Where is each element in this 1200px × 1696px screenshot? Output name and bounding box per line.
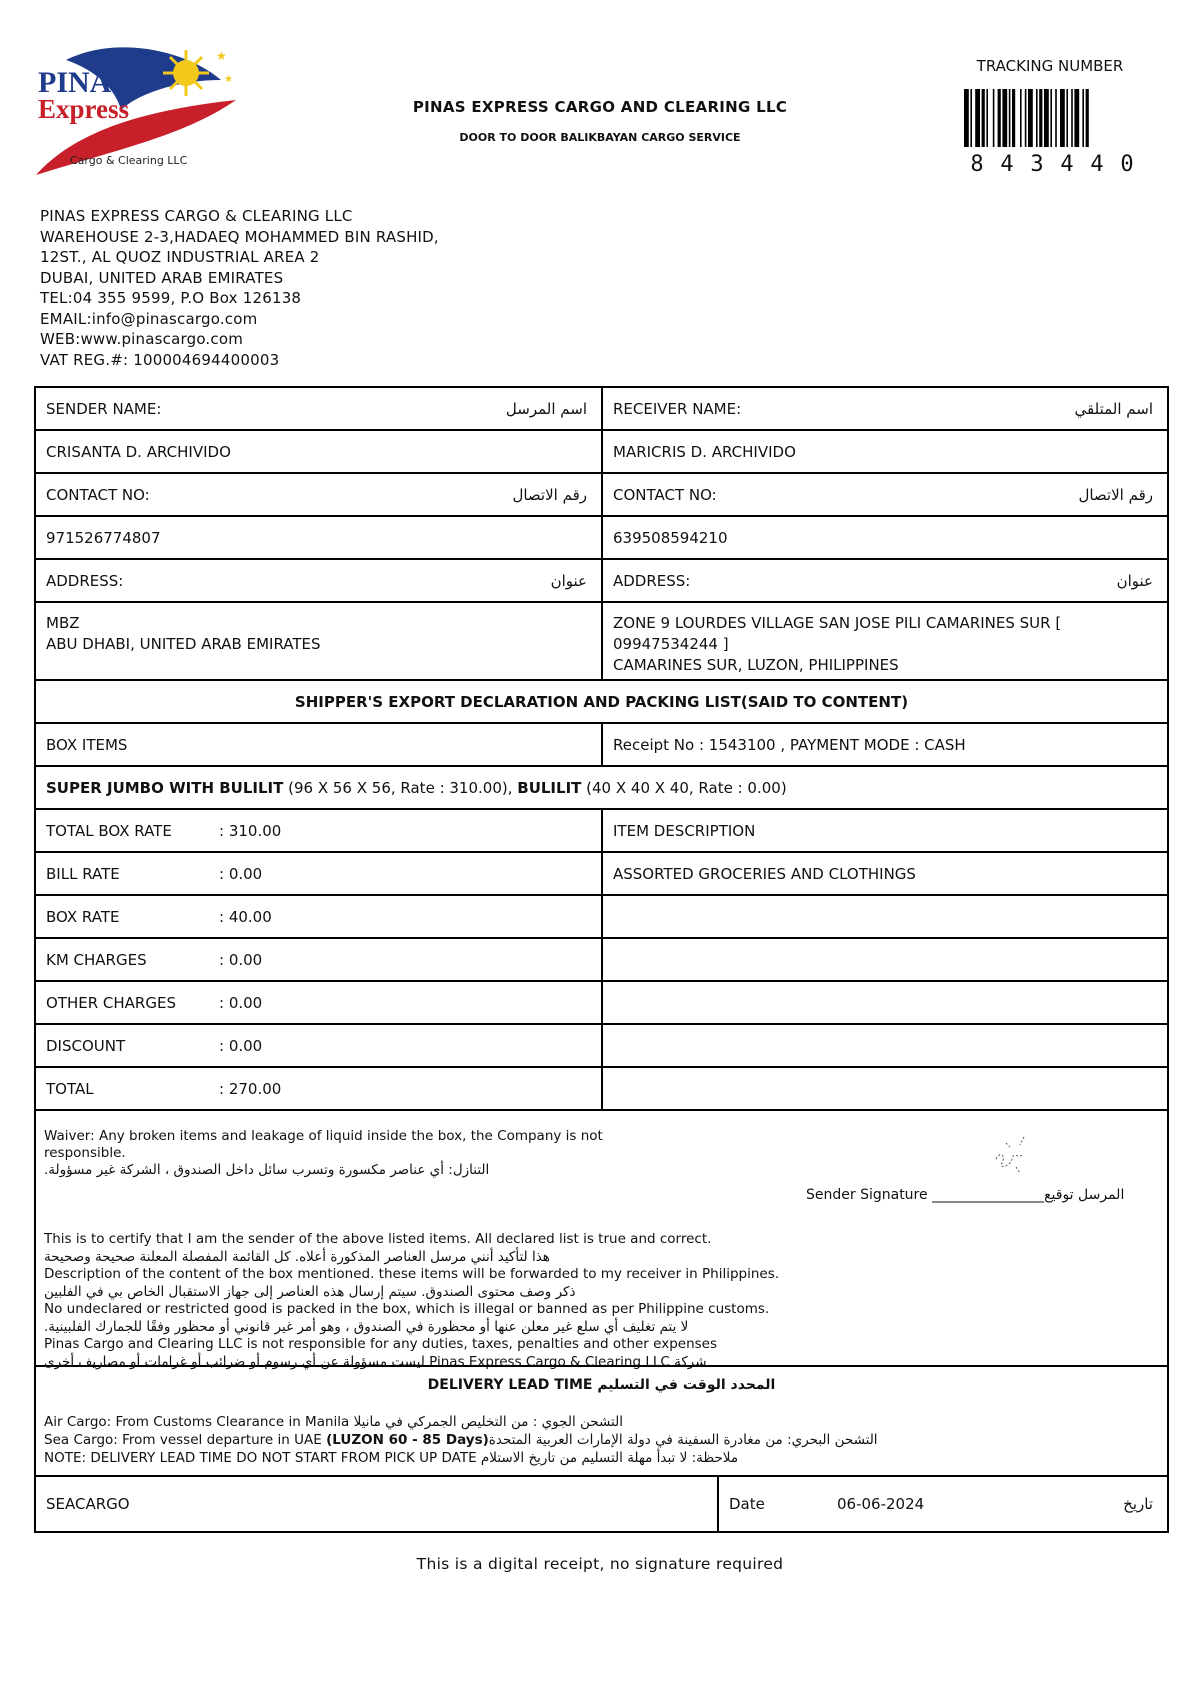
- sea-cargo-prefix: Sea Cargo: From vessel departure in UAE: [44, 1432, 327, 1448]
- charge-label: TOTAL: [46, 1079, 94, 1098]
- sea-cargo-days: (LUZON 60 - 85 Days): [326, 1432, 489, 1448]
- charge-row: [36, 810, 1167, 853]
- charge-value: : 0.00: [219, 993, 263, 1012]
- sender-signature-label: Sender Signature ________________: [806, 1187, 1045, 1203]
- charge-value: : 270.00: [219, 1079, 282, 1098]
- receiver-name-label: RECEIVER NAME:: [613, 399, 742, 418]
- delivery-air-cargo: Air Cargo: From Customs Clearance in Manila التشحن الجوي : من التخليص الجمركي في مانيلا: [44, 1414, 623, 1430]
- receiver-contact-label-ar: رقم الاتصال: [1078, 485, 1153, 504]
- charge-row: [36, 896, 1167, 939]
- certification-line: This is to certify that I am the sender of the above listed items. All declared list is true and correct.: [44, 1231, 712, 1247]
- mode-date-row: [36, 1477, 1167, 1531]
- charge-label: KM CHARGES: [46, 950, 147, 969]
- sender-address-line: ABU DHABI, UNITED ARAB EMIRATES: [46, 635, 321, 653]
- delivery-sea-cargo: [44, 1431, 878, 1449]
- box-items-label: BOX ITEMS: [46, 735, 128, 754]
- delivery-lead-time-section: [36, 1367, 1167, 1477]
- company-address-line: WEB:www.pinascargo.com: [40, 330, 244, 348]
- contact-value-row: [36, 517, 1167, 560]
- box-detail-row: [36, 767, 1167, 810]
- date-cell: [719, 1477, 1167, 1531]
- charge-label: BILL RATE: [46, 864, 120, 883]
- certification-line: Pinas Cargo and Clearing LLC is not responsible for any duties, taxes, penalties and other expenses: [44, 1336, 718, 1352]
- charge-row: [36, 939, 1167, 982]
- company-address-line: 12ST., AL QUOZ INDUSTRIAL AREA 2: [40, 248, 320, 266]
- contact-label-row: [36, 474, 1167, 517]
- tracking-digit: 8: [970, 152, 984, 177]
- certification-line: ذكر وصف محتوى الصندوق. سيتم إرسال هذه العناصر إلى جهاز الاستقبال الخاص بي في الفلبين: [44, 1283, 576, 1300]
- box-items-row: [36, 724, 1167, 767]
- sender-contact: 971526774807: [46, 528, 161, 547]
- charge-row: [36, 1025, 1167, 1068]
- sender-contact-label-ar: رقم الاتصال: [512, 485, 587, 504]
- date-label: Date: [729, 1495, 765, 1513]
- sender-signature: [806, 1187, 1124, 1203]
- receiver-address-label-ar: عنوان: [1116, 571, 1153, 590]
- charge-label: TOTAL BOX RATE: [46, 821, 172, 840]
- certification-line: هذا لتأكيد أنني مرسل العناصر المذكورة أعلاه. كل القائمة المفصلة المعلنة صحيحة وصحيحة: [44, 1248, 550, 1265]
- name-label-row: [36, 388, 1167, 431]
- receiver-contact-label: CONTACT NO:: [613, 485, 717, 504]
- charge-row: [36, 1068, 1167, 1111]
- receiver-address: [603, 603, 1167, 679]
- charge-value: : 40.00: [219, 907, 272, 926]
- sender-address-line: MBZ: [46, 614, 80, 632]
- charge-value: : 0.00: [219, 864, 263, 883]
- shipping-mode: SEACARGO: [46, 1495, 130, 1513]
- charge-row: [36, 853, 1167, 896]
- address-label-row: [36, 560, 1167, 603]
- declaration-row: [36, 681, 1167, 724]
- tracking-digit: 0: [1120, 152, 1134, 177]
- company-address-line: WAREHOUSE 2-3,HADAEQ MOHAMMED BIN RASHID,: [40, 227, 439, 246]
- shipping-mode-cell: [36, 1477, 719, 1531]
- certification-line: لا يتم تغليف أي سلع غير معلن عنها أو محظورة في الصندوق ، وهو أمر غير قانوني أو محظور وفقًا للجمارك الفلبينية.: [44, 1318, 689, 1335]
- digital-receipt-note: This is a digital receipt, no signature required: [416, 1555, 784, 1573]
- company-title: PINAS EXPRESS CARGO AND CLEARING LLC: [412, 98, 788, 116]
- sender-address: [36, 603, 603, 679]
- item-description: ASSORTED GROCERIES AND CLOTHINGS: [613, 864, 916, 883]
- barcode: [964, 89, 1139, 147]
- svg-text:★: ★: [224, 74, 233, 85]
- box-item-2-name: BULILIT: [517, 778, 582, 797]
- charge-label: DISCOUNT: [46, 1036, 126, 1055]
- box-item-1-name: SUPER JUMBO WITH BULILIT: [46, 778, 284, 797]
- company-address-line: TEL:04 355 9599, P.O Box 126138: [40, 289, 302, 307]
- receipt-form: [34, 386, 1169, 1533]
- delivery-note: NOTE: DELIVERY LEAD TIME DO NOT START FROM PICK UP DATE ملاحظة: لا تبدأ مهلة التسليم من تاريخ الاستلام: [44, 1450, 739, 1466]
- company-address-line: VAT REG.#: 100004694400003: [40, 350, 280, 369]
- certification-line: شركة Pinas Express Cargo & Clearing LLC ليست مسؤولة عن أي رسوم أو ضرائب أو غرامات أو مصاريف أخرى: [44, 1353, 707, 1370]
- logo-tagline: Cargo & Clearing LLC: [70, 154, 188, 167]
- delivery-lead-time-title: DELIVERY LEAD TIME المحدد الوقت في التسليم: [427, 1377, 776, 1393]
- waiver-text-en: Waiver: Any broken items and leakage of liquid inside the box, the Company is not responsible.: [44, 1128, 603, 1161]
- receiver-address-label: ADDRESS:: [613, 571, 691, 590]
- receiver-name-label-ar: اسم المتلقي: [1074, 399, 1153, 418]
- date-value: 06-06-2024: [837, 1495, 925, 1513]
- sender-name-label-ar: اسم المرسل: [505, 399, 587, 418]
- tracking-digit: 4: [1000, 152, 1014, 177]
- sender-contact-label: CONTACT NO:: [46, 485, 150, 504]
- receiver-address-line: CAMARINES SUR, LUZON, PHILIPPINES: [613, 656, 899, 674]
- sender-address-label: ADDRESS:: [46, 571, 124, 590]
- sender-name-label: SENDER NAME:: [46, 399, 162, 418]
- company-subtitle: DOOR TO DOOR BALIKBAYAN CARGO SERVICE: [459, 131, 741, 144]
- waiver-section: [36, 1117, 1167, 1370]
- box-item-1-detail: (96 X 56 X 56, Rate : 310.00),: [283, 778, 518, 797]
- sender-signature-label-ar: المرسل توقيع: [1044, 1187, 1125, 1203]
- svg-text:★: ★: [216, 49, 227, 63]
- declaration-title: SHIPPER'S EXPORT DECLARATION AND PACKING LIST(SAID TO CONTENT): [294, 692, 909, 711]
- company-address: [40, 206, 439, 370]
- company-address-line: PINAS EXPRESS CARGO & CLEARING LLC: [40, 207, 353, 225]
- certification-line: Description of the content of the box mentioned. these items will be forwarded to my receiver in Philippines.: [44, 1266, 780, 1282]
- tracking-number-label: TRACKING NUMBER: [976, 57, 1124, 75]
- company-address-line: DUBAI, UNITED ARAB EMIRATES: [40, 268, 284, 287]
- item-description-label: ITEM DESCRIPTION: [613, 821, 756, 840]
- address-value-row: [36, 603, 1167, 681]
- company-address-line: EMAIL:info@pinascargo.com: [40, 309, 258, 328]
- receiver-address-line: ZONE 9 LOURDES VILLAGE SAN JOSE PILI CAMARINES SUR [: [613, 614, 1062, 632]
- sender-name: CRISANTA D. ARCHIVIDO: [46, 442, 231, 461]
- tracking-digit: 4: [1060, 152, 1074, 177]
- certification-line: No undeclared or restricted good is packed in the box, which is illegal or banned as per Philippine customs.: [44, 1301, 770, 1317]
- sea-cargo-ar: التشحن البحري: من مغادرة السفينة في دولة الإمارات العربية المتحدة: [488, 1432, 878, 1448]
- tracking-digit: 4: [1090, 152, 1104, 177]
- name-value-row: [36, 431, 1167, 474]
- box-detail: [36, 767, 1167, 808]
- charge-value: : 0.00: [219, 1036, 263, 1055]
- charge-label: OTHER CHARGES: [46, 993, 176, 1012]
- company-logo: [36, 40, 246, 180]
- tracking-digit: 3: [1030, 152, 1044, 177]
- receipt-info: Receipt No : 1543100 , PAYMENT MODE : CASH: [613, 735, 966, 754]
- date-label-ar: تاريخ: [1123, 1495, 1153, 1513]
- waiver-text: [44, 1128, 684, 1179]
- certification-text: [44, 1231, 1154, 1371]
- waiver-text-ar: التنازل: أي عناصر مكسورة وتسرب سائل داخل الصندوق ، الشركة غير مسؤولة.: [44, 1162, 490, 1178]
- box-item-2-detail: (40 X 40 X 40, Rate : 0.00): [581, 778, 787, 797]
- logo-text-express: Express: [38, 94, 130, 124]
- signature-scribble: [986, 1129, 1036, 1179]
- charge-value: : 0.00: [219, 950, 263, 969]
- charge-row: [36, 982, 1167, 1025]
- charge-label: BOX RATE: [46, 907, 120, 926]
- receiver-contact: 639508594210: [613, 528, 728, 547]
- receiver-address-line: 09947534244 ]: [613, 635, 729, 653]
- tracking-number-digits: [962, 152, 1144, 177]
- receiver-name: MARICRIS D. ARCHIVIDO: [613, 442, 796, 461]
- sender-address-label-ar: عنوان: [550, 571, 587, 590]
- logo-text-pinas: PINAS: [38, 66, 129, 99]
- charge-value: : 310.00: [219, 821, 282, 840]
